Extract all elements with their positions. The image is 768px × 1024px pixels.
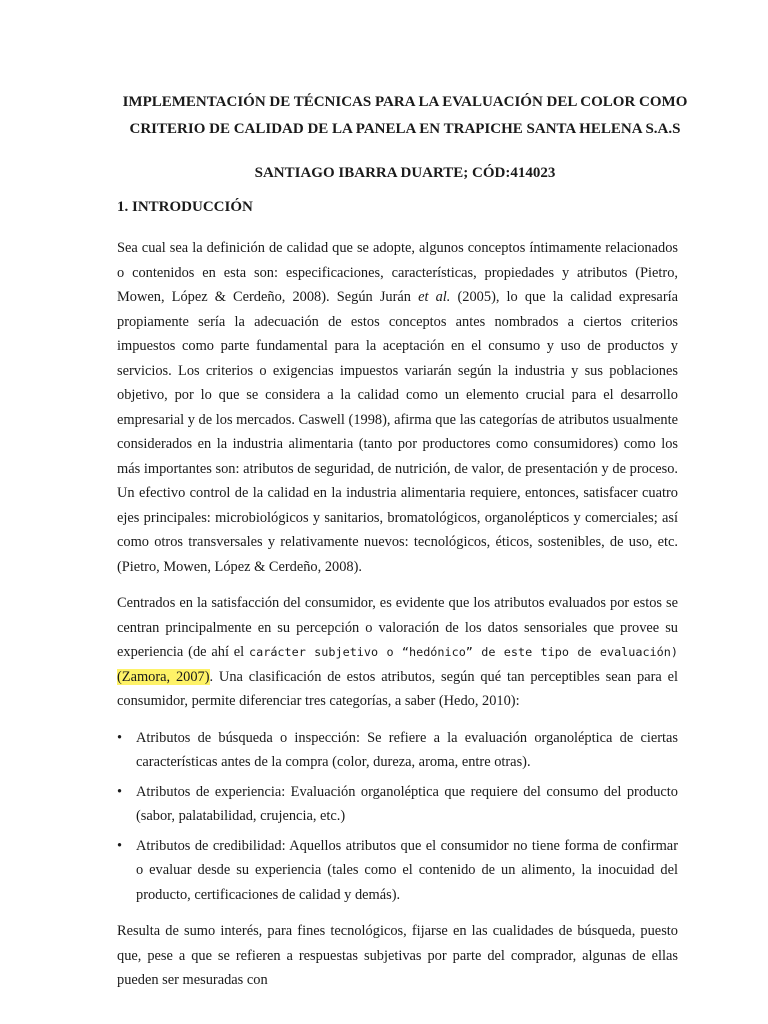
list-item-text: Atributos de credibilidad: Aquellos atributos que el consumidor no tiene forma de confirmar o evaluar desde su experiencia (tales como el contenido de un alimento, la inocuidad del producto, certificaciones de calidad y demás).: [136, 837, 678, 903]
paragraph-1-etal: et al.: [418, 289, 451, 305]
paragraph-2: [117, 591, 678, 714]
list-item-text: Atributos de experiencia: Evaluación organoléptica que requiere del consumo del producto (sabor, palatabilidad, crujencia, etc.): [136, 783, 678, 824]
paragraph-2-mono-text: carácter subjetivo o “hedónico” de este tipo de evaluación): [249, 645, 678, 659]
bullet-icon: •: [117, 783, 123, 800]
document-title: [107, 0, 703, 143]
bullet-icon: •: [117, 837, 123, 854]
list-item-text: Atributos de búsqueda o inspección: Se refiere a la evaluación organoléptica de ciertas características antes de la compra (color, dureza, aroma, entre otras).: [136, 729, 678, 770]
list-item: [117, 780, 678, 829]
list-item: [117, 834, 678, 908]
paragraph-1-text-a: Sea cual sea la definición de calidad que se adopte, algunos conceptos íntimamente relacionados o contenidos en esta son: especificaciones, características, propiedades y atributos (Pietro, Mowen, López & Cerdeño, 2008). Según Jurán: [117, 240, 678, 305]
paragraph-3: Resulta de sumo interés, para fines tecnológicos, fijarse en las cualidades de búsqueda, puesto que, pese a que se refieren a respuestas subjetivas por parte del comprador, algunas de ellas pueden ser mesuradas con: [117, 923, 678, 988]
paragraph-1: [117, 236, 678, 579]
author-line: SANTIAGO IBARRA DUARTE; CÓD:414023: [254, 165, 556, 181]
title-line-1: IMPLEMENTACIÓN DE TÉCNICAS PARA LA EVALUACIÓN DEL COLOR COMO: [122, 94, 688, 110]
bullet-icon: •: [117, 729, 123, 746]
highlighted-citation: (Zamora, 2007): [117, 668, 210, 685]
paragraph-2-text-a: Centrados en la satisfacción del consumidor, es evidente que los atributos evaluados por estos se centran principalmente en su percepción o valoración de los datos sensoriales que provee su experiencia (de ahí el: [117, 595, 678, 660]
section-heading: 1. INTRODUCCIÓN: [117, 199, 253, 215]
list-item: [117, 726, 678, 775]
attribute-list: [117, 726, 678, 908]
title-line-2: CRITERIO DE CALIDAD DE LA PANELA EN TRAPICHE SANTA HELENA S.A.S: [129, 121, 681, 137]
paragraph-2-text-b: . Una clasificación de estos atributos, según qué tan perceptibles sean para el consumidor, permite diferenciar tres categorías, a saber (Hedo, 2010):: [117, 668, 679, 709]
paragraph-1-text-b: (2005), lo que la calidad expresaría propiamente sería la adecuación de estos conceptos antes nombrados a ciertos criterios impuestos como parte fundamental para la aceptación en el consumo y uso de productos y servicios. Los criterios o exigencias impuestos variarán según la industria y sus poblaciones objetivo, por lo que se considera a la calidad como un elemento crucial para el desarrollo empresarial y de los mercados. Caswell (1998), afirma que las categorías de atributos usualmente considerados en la industria alimentaria (tanto por productores como consumidores) como los más importantes son: atributos de seguridad, de nutrición, de valor, de presentación y de proceso. Un efectivo control de la calidad en la industria alimentaria requiere, entonces, satisfacer cuatro ejes principales: microbiológicos y sanitarios, bromatológicos, organolépticos y comerciales; así como otros transversales y relativamente nuevos: tecnológicos, éticos, sostenibles, de uso, etc. (Pietro, Mowen, López & Cerdeño, 2008).: [117, 289, 678, 575]
